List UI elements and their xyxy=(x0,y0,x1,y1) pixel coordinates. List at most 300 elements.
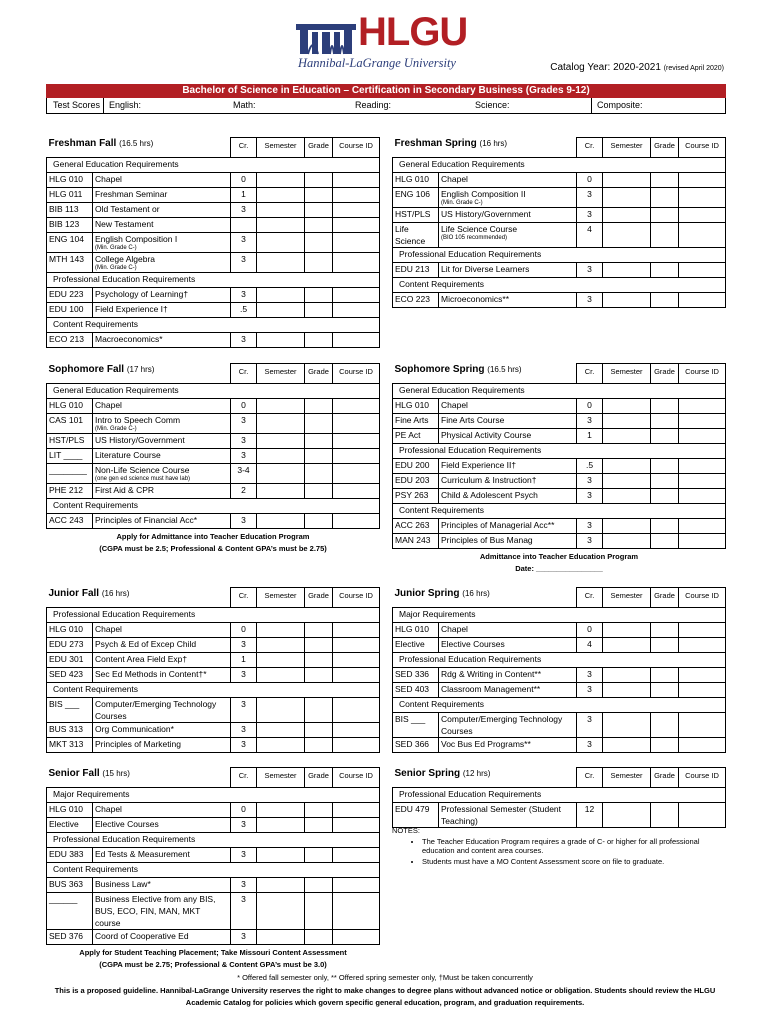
semester-cell[interactable] xyxy=(603,188,651,208)
course-code: EDU 273 xyxy=(47,638,93,653)
course-name: Principles of Bus Manag xyxy=(439,534,577,549)
course-min-grade: (Min. Grade C-) xyxy=(95,245,137,251)
course-code: SED 376 xyxy=(47,930,93,945)
course-name: Voc Bus Ed Programs** xyxy=(439,738,577,753)
course-row xyxy=(47,653,380,668)
semester-cell[interactable] xyxy=(603,638,651,653)
grade-cell[interactable] xyxy=(651,489,679,504)
grade-cell[interactable] xyxy=(305,218,333,233)
course-id-cell[interactable] xyxy=(679,713,726,738)
course-row xyxy=(47,434,380,449)
semester-header xyxy=(47,138,380,158)
course-row xyxy=(393,489,726,504)
course-id-cell[interactable] xyxy=(333,698,380,723)
col-semester: Semester xyxy=(257,138,305,158)
course-name: Principles of Financial Acc* xyxy=(93,514,231,529)
grade-cell[interactable] xyxy=(305,514,333,529)
course-id-cell[interactable] xyxy=(679,459,726,474)
col-semester: Semester xyxy=(603,768,651,788)
semester-cell[interactable] xyxy=(257,930,305,945)
semester-header xyxy=(393,588,726,608)
course-id-cell[interactable] xyxy=(333,173,380,188)
course-name: First Aid & CPR xyxy=(93,484,231,499)
grade-cell[interactable] xyxy=(305,233,333,253)
logo-subtitle: Hannibal-LaGrange University xyxy=(298,56,456,70)
semester-title: Freshman Spring (16 hrs) xyxy=(393,138,577,158)
course-id-cell[interactable] xyxy=(333,464,380,484)
course-id-cell[interactable] xyxy=(679,399,726,414)
col-grade: Grade xyxy=(651,588,679,608)
course-id-cell[interactable] xyxy=(333,399,380,414)
course-row xyxy=(47,464,380,484)
course-id-cell[interactable] xyxy=(333,303,380,318)
english-score[interactable]: English: xyxy=(109,100,142,110)
course-row xyxy=(393,208,726,223)
course-credits: 3 xyxy=(577,188,603,208)
grade-cell[interactable] xyxy=(305,333,333,348)
course-table xyxy=(392,767,726,828)
semester-cell[interactable] xyxy=(603,474,651,489)
course-id-cell[interactable] xyxy=(333,638,380,653)
course-code: EDU 200 xyxy=(393,459,439,474)
course-credits: 4 xyxy=(577,638,603,653)
group-label: General Education Requirements xyxy=(393,384,726,399)
group-label: General Education Requirements xyxy=(393,158,726,173)
group-label: Major Requirements xyxy=(393,608,726,623)
group-label: Content Requirements xyxy=(47,499,380,514)
building-columns-icon xyxy=(296,18,356,56)
course-table xyxy=(392,587,726,753)
course-credits: .5 xyxy=(231,303,257,318)
grade-cell[interactable] xyxy=(305,203,333,218)
course-code: Fine Arts xyxy=(393,414,439,429)
grade-cell[interactable] xyxy=(651,519,679,534)
course-name: Literature Course xyxy=(93,449,231,464)
course-id-cell[interactable] xyxy=(679,534,726,549)
course-id-cell[interactable] xyxy=(679,668,726,683)
grade-cell[interactable] xyxy=(305,738,333,753)
course-row xyxy=(47,188,380,203)
semester-cell[interactable] xyxy=(603,489,651,504)
course-code: HLG 010 xyxy=(47,623,93,638)
course-row xyxy=(393,459,726,474)
semester-cell[interactable] xyxy=(257,288,305,303)
course-code: CAS 101 xyxy=(47,414,93,434)
course-name: Computer/Emerging Technology Courses xyxy=(439,713,577,738)
semester-cell[interactable] xyxy=(603,414,651,429)
grade-cell[interactable] xyxy=(651,263,679,278)
col-cr: Cr. xyxy=(577,768,603,788)
col-grade: Grade xyxy=(305,364,333,384)
grade-cell[interactable] xyxy=(305,818,333,833)
course-row xyxy=(47,738,380,753)
grade-cell[interactable] xyxy=(651,414,679,429)
col-cr: Cr. xyxy=(231,588,257,608)
course-credits: 3 xyxy=(231,203,257,218)
course-id-cell[interactable] xyxy=(333,218,380,233)
semester-cell[interactable] xyxy=(257,668,305,683)
course-name: US History/Government xyxy=(439,208,577,223)
logo-wordmark: HLGU xyxy=(358,10,468,54)
course-id-cell[interactable] xyxy=(333,333,380,348)
grade-cell[interactable] xyxy=(651,668,679,683)
course-code: Elective xyxy=(47,818,93,833)
requirement-group xyxy=(47,608,380,623)
grade-cell[interactable] xyxy=(651,459,679,474)
note-line: Date: ________________ xyxy=(515,564,603,573)
course-credits: 1 xyxy=(577,429,603,444)
course-id-cell[interactable] xyxy=(333,723,380,738)
course-id-cell[interactable] xyxy=(679,623,726,638)
semester-cell[interactable] xyxy=(603,534,651,549)
course-name: Content Area Field Exp† xyxy=(93,653,231,668)
math-score[interactable]: Math: xyxy=(233,100,256,110)
semester-title: Junior Fall (16 hrs) xyxy=(47,588,231,608)
grade-cell[interactable] xyxy=(305,464,333,484)
course-id-cell[interactable] xyxy=(333,414,380,434)
col-semester: Semester xyxy=(257,768,305,788)
semester-cell[interactable] xyxy=(257,638,305,653)
course-id-cell[interactable] xyxy=(333,253,380,273)
grade-cell[interactable] xyxy=(651,738,679,753)
grade-cell[interactable] xyxy=(651,713,679,738)
course-id-cell[interactable] xyxy=(679,638,726,653)
semester-senior-spring xyxy=(392,767,726,828)
course-name: Chapel xyxy=(93,623,231,638)
course-name: Psych & Ed of Excep Child xyxy=(93,638,231,653)
course-credits: 3 xyxy=(231,930,257,945)
course-id-cell[interactable] xyxy=(679,208,726,223)
col-cr: Cr. xyxy=(577,588,603,608)
semester-cell[interactable] xyxy=(603,713,651,738)
col-course-id: Course ID xyxy=(679,138,726,158)
col-semester: Semester xyxy=(603,588,651,608)
semester-cell[interactable] xyxy=(603,263,651,278)
grade-cell[interactable] xyxy=(651,638,679,653)
course-code: EDU 213 xyxy=(393,263,439,278)
grade-cell[interactable] xyxy=(305,623,333,638)
semester-cell[interactable] xyxy=(257,434,305,449)
grade-cell[interactable] xyxy=(651,293,679,308)
semester-header xyxy=(47,364,380,384)
course-row xyxy=(393,683,726,698)
course-credits: 0 xyxy=(231,803,257,818)
semester-cell[interactable] xyxy=(603,399,651,414)
course-name: Chapel xyxy=(439,623,577,638)
grade-cell[interactable] xyxy=(651,474,679,489)
course-id-cell[interactable] xyxy=(679,414,726,429)
course-id-cell[interactable] xyxy=(333,434,380,449)
col-course-id: Course ID xyxy=(333,364,380,384)
semester-header xyxy=(393,138,726,158)
group-label: General Education Requirements xyxy=(47,158,380,173)
science-score[interactable]: Science: xyxy=(475,100,510,110)
semester-cell[interactable] xyxy=(257,818,305,833)
course-id-cell[interactable] xyxy=(679,173,726,188)
course-id-cell[interactable] xyxy=(333,484,380,499)
group-label: Content Requirements xyxy=(393,278,726,293)
requirement-group xyxy=(393,608,726,623)
semester-cell[interactable] xyxy=(257,484,305,499)
semester-cell[interactable] xyxy=(257,803,305,818)
grade-cell[interactable] xyxy=(305,698,333,723)
course-table xyxy=(392,363,726,575)
grade-cell[interactable] xyxy=(651,429,679,444)
course-table xyxy=(46,137,380,348)
group-label: Professional Education Requirements xyxy=(393,444,726,459)
semester-cell[interactable] xyxy=(257,399,305,414)
semester-cell[interactable] xyxy=(603,208,651,223)
col-course-id: Course ID xyxy=(679,364,726,384)
course-id-cell[interactable] xyxy=(679,263,726,278)
semester-title: Senior Fall (15 hrs) xyxy=(47,768,231,788)
semester-cell[interactable] xyxy=(603,223,651,248)
course-name: Curriculum & Instruction† xyxy=(439,474,577,489)
course-id-cell[interactable] xyxy=(333,653,380,668)
requirement-group xyxy=(47,833,380,848)
course-name: Business Law* xyxy=(93,878,231,893)
grade-cell[interactable] xyxy=(305,449,333,464)
grade-cell[interactable] xyxy=(305,414,333,434)
course-id-cell[interactable] xyxy=(333,188,380,203)
course-row xyxy=(47,399,380,414)
course-code: BIS ___ xyxy=(393,713,439,738)
course-credits: 0 xyxy=(231,173,257,188)
course-name: Child & Adolescent Psych xyxy=(439,489,577,504)
course-id-cell[interactable] xyxy=(333,668,380,683)
course-id-cell[interactable] xyxy=(333,818,380,833)
grade-cell[interactable] xyxy=(651,534,679,549)
course-credits: 3 xyxy=(231,434,257,449)
course-credits: 0 xyxy=(231,399,257,414)
requirement-group xyxy=(393,788,726,803)
course-credits: 3 xyxy=(231,333,257,348)
semester-cell[interactable] xyxy=(257,188,305,203)
course-code: Life Science xyxy=(393,223,439,248)
semester-cell[interactable] xyxy=(257,333,305,348)
course-name: Rdg & Writing in Content** xyxy=(439,668,577,683)
course-id-cell[interactable] xyxy=(679,429,726,444)
course-id-cell[interactable] xyxy=(333,893,380,930)
semester-cell[interactable] xyxy=(603,173,651,188)
course-row xyxy=(47,288,380,303)
grade-cell[interactable] xyxy=(651,683,679,698)
course-credits: 3 xyxy=(577,534,603,549)
grade-cell[interactable] xyxy=(651,623,679,638)
grade-cell[interactable] xyxy=(305,723,333,738)
course-name: Chapel xyxy=(439,399,577,414)
semester-cell[interactable] xyxy=(603,668,651,683)
course-code: MKT 313 xyxy=(47,738,93,753)
course-name: Chapel xyxy=(93,399,231,414)
course-row xyxy=(393,638,726,653)
semester-cell[interactable] xyxy=(603,623,651,638)
course-id-cell[interactable] xyxy=(679,489,726,504)
semester-cell[interactable] xyxy=(257,878,305,893)
semester-cell[interactable] xyxy=(257,623,305,638)
course-name: Elective Courses xyxy=(439,638,577,653)
semester-cell[interactable] xyxy=(257,173,305,188)
course-id-cell[interactable] xyxy=(333,233,380,253)
course-id-cell[interactable] xyxy=(679,223,726,248)
semester-title: Junior Spring (16 hrs) xyxy=(393,588,577,608)
grade-cell[interactable] xyxy=(305,668,333,683)
semester-cell[interactable] xyxy=(257,893,305,930)
notes-box xyxy=(392,826,726,868)
group-label: General Education Requirements xyxy=(47,384,380,399)
course-id-cell[interactable] xyxy=(679,188,726,208)
course-id-cell[interactable] xyxy=(333,514,380,529)
course-credits: 3 xyxy=(577,519,603,534)
course-code: EDU 301 xyxy=(47,653,93,668)
test-scores-row xyxy=(46,98,726,114)
course-name: Old Testament or xyxy=(93,203,231,218)
grade-cell[interactable] xyxy=(305,930,333,945)
semester-cell[interactable] xyxy=(257,653,305,668)
course-id-cell[interactable] xyxy=(333,930,380,945)
course-credits: 0 xyxy=(577,623,603,638)
grade-cell[interactable] xyxy=(305,399,333,414)
course-row xyxy=(47,723,380,738)
semester-cell[interactable] xyxy=(603,459,651,474)
grade-cell[interactable] xyxy=(305,848,333,863)
course-name: Fine Arts Course xyxy=(439,414,577,429)
course-credits: 1 xyxy=(231,653,257,668)
disclaimer: This is a proposed guideline. Hannibal-LaGrange University reserves the right to make changes to degree plans without advanced notice or obligation. Students should review the HLGU Academic Catalog for policies which govern specific general education, program, and graduation requirements. xyxy=(54,986,716,1007)
semester-cell[interactable] xyxy=(603,293,651,308)
grade-cell[interactable] xyxy=(305,288,333,303)
note-item: • The Teacher Education Program requires a grade of C- or higher for all professional education and content area courses. xyxy=(422,837,726,855)
course-row xyxy=(47,253,380,273)
grade-cell[interactable] xyxy=(305,638,333,653)
course-name: Org Communication* xyxy=(93,723,231,738)
group-label: Professional Education Requirements xyxy=(47,608,380,623)
course-credits: 1 xyxy=(231,188,257,203)
course-id-cell[interactable] xyxy=(333,803,380,818)
semester-cell[interactable] xyxy=(257,738,305,753)
course-id-cell[interactable] xyxy=(333,878,380,893)
semester-cell[interactable] xyxy=(257,464,305,484)
grade-cell[interactable] xyxy=(651,803,679,828)
course-table xyxy=(46,767,380,971)
course-row xyxy=(47,623,380,638)
course-row xyxy=(393,534,726,549)
note-line: (CGPA must be 2.75; Professional & Content GPA’s must be 3.0) xyxy=(99,960,327,969)
course-code: BIB 113 xyxy=(47,203,93,218)
course-row xyxy=(393,173,726,188)
semester-cell[interactable] xyxy=(257,203,305,218)
course-credits: 3 xyxy=(577,263,603,278)
semester-cell[interactable] xyxy=(603,519,651,534)
semester-cell[interactable] xyxy=(257,253,305,273)
course-code: BIB 123 xyxy=(47,218,93,233)
semester-cell[interactable] xyxy=(257,514,305,529)
course-id-cell[interactable] xyxy=(333,288,380,303)
course-code: HLG 010 xyxy=(47,399,93,414)
course-credits: 3 xyxy=(231,723,257,738)
course-code: EDU 383 xyxy=(47,848,93,863)
requirement-group xyxy=(393,158,726,173)
semester-cell[interactable] xyxy=(257,233,305,253)
course-id-cell[interactable] xyxy=(679,519,726,534)
course-id-cell[interactable] xyxy=(333,848,380,863)
catalog-note: (revised April 2020) xyxy=(663,65,724,72)
course-id-cell[interactable] xyxy=(333,449,380,464)
course-id-cell[interactable] xyxy=(679,683,726,698)
course-id-cell[interactable] xyxy=(333,623,380,638)
semester-cell[interactable] xyxy=(603,738,651,753)
semester-sophomore-spring xyxy=(392,363,726,575)
course-id-cell[interactable] xyxy=(679,293,726,308)
course-id-cell[interactable] xyxy=(679,738,726,753)
grade-cell[interactable] xyxy=(651,208,679,223)
course-code: HST/PLS xyxy=(393,208,439,223)
semester-cell[interactable] xyxy=(603,429,651,444)
course-name: Coord of Cooperative Ed xyxy=(93,930,231,945)
grade-cell[interactable] xyxy=(305,484,333,499)
course-row xyxy=(47,218,380,233)
course-row xyxy=(47,414,380,434)
course-credits: 3 xyxy=(577,738,603,753)
course-id-cell[interactable] xyxy=(679,803,726,828)
course-code: PE Act xyxy=(393,429,439,444)
course-name: Microeconomics** xyxy=(439,293,577,308)
notes-label: NOTES: xyxy=(392,826,420,835)
semester-cell[interactable] xyxy=(257,698,305,723)
reading-score[interactable]: Reading: xyxy=(355,100,392,110)
requirement-group xyxy=(47,318,380,333)
requirement-group xyxy=(393,278,726,293)
grade-cell[interactable] xyxy=(305,653,333,668)
course-name: Ed Tests & Measurement xyxy=(93,848,231,863)
course-row xyxy=(47,878,380,893)
grade-cell[interactable] xyxy=(305,303,333,318)
grade-cell[interactable] xyxy=(305,253,333,273)
semester-cell[interactable] xyxy=(257,218,305,233)
semester-cell[interactable] xyxy=(257,414,305,434)
course-id-cell[interactable] xyxy=(679,474,726,489)
course-code: EDU 203 xyxy=(393,474,439,489)
course-id-cell[interactable] xyxy=(333,203,380,218)
grade-cell[interactable] xyxy=(305,878,333,893)
grade-cell[interactable] xyxy=(305,188,333,203)
semester-cell[interactable] xyxy=(257,848,305,863)
course-table xyxy=(46,363,380,555)
course-row xyxy=(47,449,380,464)
grade-cell[interactable] xyxy=(305,173,333,188)
course-id-cell[interactable] xyxy=(333,738,380,753)
grade-cell[interactable] xyxy=(651,173,679,188)
semester-cell[interactable] xyxy=(257,723,305,738)
requirement-group xyxy=(47,863,380,878)
semester-cell[interactable] xyxy=(257,303,305,318)
semester-cell[interactable] xyxy=(603,803,651,828)
grade-cell[interactable] xyxy=(651,188,679,208)
semester-cell[interactable] xyxy=(257,449,305,464)
grade-cell[interactable] xyxy=(651,399,679,414)
course-code: MTH 143 xyxy=(47,253,93,273)
note-item: • Students must have a MO Content Assessment score on file to graduate. xyxy=(422,857,726,866)
course-name: Field Experience II† xyxy=(439,459,577,474)
grade-cell[interactable] xyxy=(305,893,333,930)
grade-cell[interactable] xyxy=(651,223,679,248)
semester-cell[interactable] xyxy=(603,683,651,698)
grade-cell[interactable] xyxy=(305,434,333,449)
grade-cell[interactable] xyxy=(305,803,333,818)
composite-score[interactable]: Composite: xyxy=(597,100,643,110)
group-label: Content Requirements xyxy=(393,698,726,713)
col-semester: Semester xyxy=(257,588,305,608)
